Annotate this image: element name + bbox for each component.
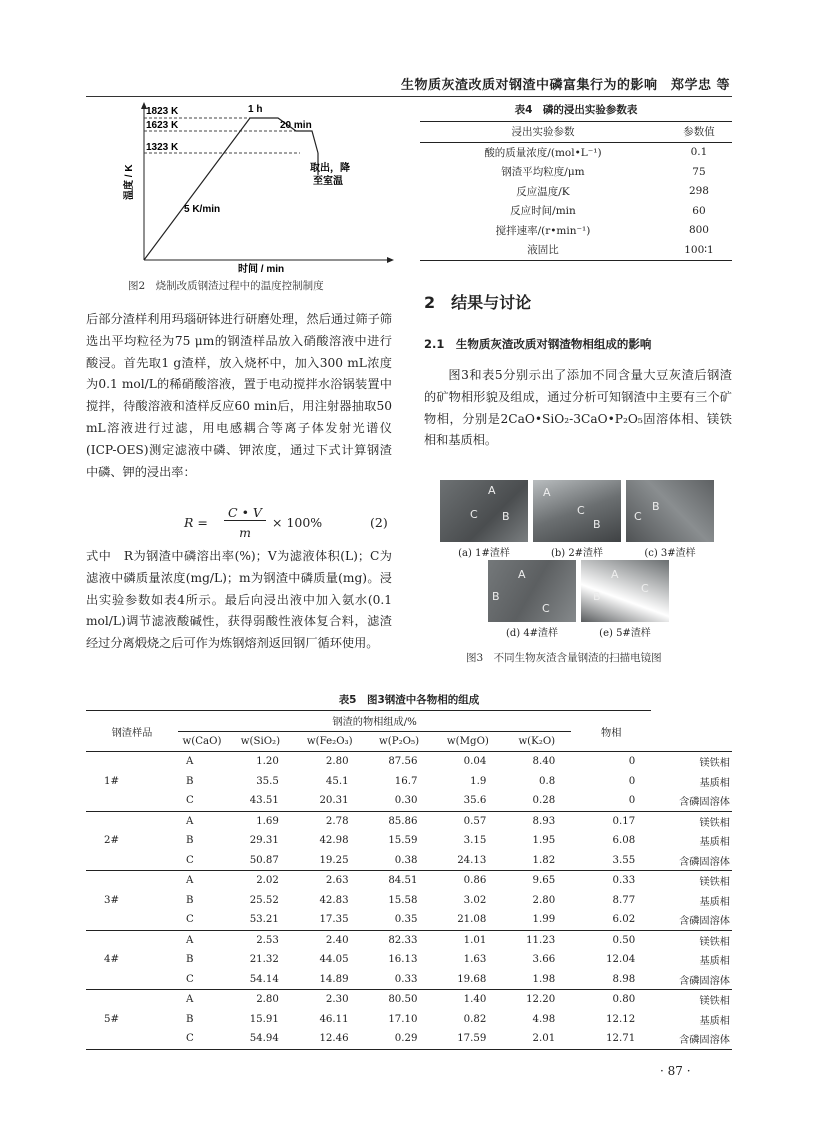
table5-value-cell: 19.68 xyxy=(457,973,487,985)
table5-value-cell: 9.65 xyxy=(532,875,556,887)
table-row xyxy=(420,201,732,221)
table5-value-cell: 12.71 xyxy=(606,1033,636,1045)
label-note2: 至室温 xyxy=(313,176,343,187)
table5-phase-letter: A xyxy=(186,934,194,946)
fig3-label-a: (a) 1#渣样 xyxy=(458,548,510,559)
table5-value-cell: 0.33 xyxy=(612,875,636,887)
running-header: 生物质灰渣改质对钢渣中磷富集行为的影响 郑学忠 等 xyxy=(400,78,730,93)
table-row xyxy=(86,1029,732,1049)
table5-value-cell: 0.86 xyxy=(463,875,487,887)
table-row xyxy=(86,831,732,851)
table-row xyxy=(420,240,732,260)
table5-phase-letter: C xyxy=(186,973,194,985)
table5-value-cell: 15.91 xyxy=(249,1013,279,1025)
table5-header-phase: 物相 xyxy=(571,711,651,752)
label-note1: 取出，降 xyxy=(310,163,350,174)
table5-phase-letter: A xyxy=(186,875,194,887)
table5-value-cell: 2.80 xyxy=(532,894,556,906)
table5-value-cell: 54.94 xyxy=(249,1033,279,1045)
eq-lhs: R = xyxy=(184,515,208,530)
table5-value-cell: 50.87 xyxy=(249,854,279,866)
table5-value-cell: 87.56 xyxy=(388,756,418,768)
table5-value-cell: 2.01 xyxy=(532,1033,556,1045)
table5-value-cell: 82.33 xyxy=(388,934,418,946)
table5-value-cell: 16.13 xyxy=(388,954,418,966)
table-row xyxy=(86,910,732,930)
phase-label-b: B xyxy=(593,590,601,603)
label-hold-20min: 20 min xyxy=(280,120,312,131)
table5-value-cell: 3.02 xyxy=(463,894,487,906)
eq-rhs: × 100% xyxy=(272,515,323,530)
table-row xyxy=(86,772,732,792)
table5-value-cell: 0.17 xyxy=(612,815,636,827)
table5-phase-letter: B xyxy=(186,1013,194,1025)
table5-value-cell: 12.46 xyxy=(319,1033,349,1045)
table5-value-cell: 2.53 xyxy=(256,934,279,946)
table5-value-cell: 1.98 xyxy=(532,973,556,985)
table5-value-cell: 2.40 xyxy=(325,934,349,946)
phase-label-b: B xyxy=(652,500,660,513)
section-2-heading: 2 结果与讨论 xyxy=(424,293,532,312)
table5-value-cell: 0.33 xyxy=(394,973,418,985)
table5-value-cell: 0.50 xyxy=(612,934,636,946)
table5-value-cell: 20.31 xyxy=(319,795,349,807)
table5-value-cell: 3.15 xyxy=(463,835,487,847)
label-rate: 5 K/min xyxy=(184,204,221,215)
table5-sample-cell: 4# xyxy=(104,954,120,966)
table5-phase-name: 基质相 xyxy=(699,896,730,908)
table5-value-cell: 1.63 xyxy=(463,954,487,966)
table5-phase-letter: C xyxy=(186,1033,194,1045)
table5-sample-cell: 2# xyxy=(104,835,120,847)
table5-value-cell: 0.80 xyxy=(612,994,636,1006)
phase-label-b: B xyxy=(593,518,601,531)
table5-sample-cell: 1# xyxy=(104,775,120,787)
table5 xyxy=(86,710,732,1050)
table5-value-cell: 54.14 xyxy=(249,973,279,985)
eq-number: (2) xyxy=(370,515,388,530)
section-2-1-heading: 2.1 生物质灰渣改质对钢渣物相组成的影响 xyxy=(424,337,652,351)
table5-value-cell: 1.95 xyxy=(532,835,556,847)
table5-value-cell: 25.52 xyxy=(249,894,279,906)
fig3-label-e: (e) 5#渣样 xyxy=(599,628,651,639)
table5-phase-name: 含磷固溶体 xyxy=(679,975,730,987)
table5-value-cell: 45.1 xyxy=(325,775,349,787)
paragraph-method: 后部分渣样利用玛瑙研钵进行研磨处理，然后通过筛子筛选出平均粒径为75 μm的钢渣样品放入硝酸溶液中进行酸浸。首先取1 g渣样，放入烧杯中，加入300 mL浓度为0.1 mol/L的稀硝酸溶液，置于电动搅拌水浴锅装置中搅拌，待酸溶液和渣样反应60 min后，用注射器抽取50 mL溶液进行过滤，用电感耦合等离子体发射光谱仪(ICP-OES)测定滤液中磷、钾浓度，通过下式计算钢渣中磷、钾的浸出率： xyxy=(86,312,392,479)
table5-caption: 表5 图3钢渣中各物相的组成 xyxy=(338,694,480,706)
table5-value-cell: 1.82 xyxy=(532,854,556,866)
table5-value-cell: 17.35 xyxy=(319,914,349,926)
table-row xyxy=(86,891,732,911)
table5-phase-letter: C xyxy=(186,795,194,807)
phase-label-c: C xyxy=(641,582,649,595)
table-row xyxy=(86,791,732,811)
table5-value-cell: 0 xyxy=(628,775,636,787)
table5-value-cell: 15.58 xyxy=(388,894,418,906)
label-1623: 1623 K xyxy=(146,120,179,131)
table5-value-cell: 0.38 xyxy=(394,854,418,866)
table4-header: 参数值 xyxy=(683,126,715,139)
table4-cell: 0.1 xyxy=(690,146,708,159)
table5-value-cell: 85.86 xyxy=(388,815,418,827)
table5-phase-letter: A xyxy=(186,815,194,827)
table5-value-cell: 2.02 xyxy=(256,875,279,887)
table4-cell: 75 xyxy=(692,165,706,178)
table5-value-cell: 12.04 xyxy=(606,954,636,966)
table5-value-cell: 4.98 xyxy=(532,1013,556,1025)
table5-component-header: w(SiO₂) xyxy=(240,735,281,747)
table5-value-cell: 2.78 xyxy=(325,815,349,827)
table5-sample-cell: 5# xyxy=(104,1013,120,1025)
table5-value-cell: 0.57 xyxy=(463,815,487,827)
table5-value-cell: 0.82 xyxy=(463,1013,487,1025)
table5-value-cell: 0.30 xyxy=(394,795,418,807)
table4-caption: 表4 磷的浸出实验参数表 xyxy=(514,104,638,116)
table-row xyxy=(86,811,732,831)
table5-value-cell: 35.5 xyxy=(256,775,279,787)
table5-phase-name: 基质相 xyxy=(699,956,730,968)
table5-value-cell: 12.12 xyxy=(606,1013,636,1025)
table-row xyxy=(86,1010,732,1030)
table-row xyxy=(86,970,732,990)
table-row xyxy=(420,182,732,202)
table5-header-sample: 钢渣样品 xyxy=(86,711,178,752)
table4-cell: 搅拌速率/(r•min⁻¹) xyxy=(495,224,591,237)
table5-value-cell: 2.80 xyxy=(325,756,349,768)
table5-value-cell: 35.6 xyxy=(463,795,487,807)
table5-value-cell: 43.51 xyxy=(249,795,279,807)
paragraph-symbols: 式中 R为钢渣中磷溶出率(%)；V为滤液体积(L)；C为滤液中磷质量浓度(mg/L)；m为钢渣中磷质量(mg)。浸出实验参数如表4所示。最后向浸出液中加入氨水(0.1 mol/L)调节滤液酸碱性，获得弱酸性液体复合料，滤渣经过分离煅烧之后可作为炼钢熔剂返回钢厂循环使用。 xyxy=(86,549,392,651)
x-axis-arrow xyxy=(387,257,394,263)
x-axis-label: 时间 / min xyxy=(238,264,285,275)
eq-numerator: C • V xyxy=(224,505,266,521)
table5-value-cell: 11.23 xyxy=(526,934,556,946)
table5-phase-letter: B xyxy=(186,954,194,966)
table5-value-cell: 2.30 xyxy=(325,994,349,1006)
phase-label-b: B xyxy=(502,510,510,523)
table5-value-cell: 42.98 xyxy=(319,835,349,847)
table5-value-cell: 0 xyxy=(628,795,636,807)
table5-phase-name: 镁铁相 xyxy=(699,877,730,889)
table5-value-cell: 29.31 xyxy=(249,835,279,847)
phase-label-a: A xyxy=(518,568,526,581)
table5-value-cell: 1.69 xyxy=(256,815,279,827)
table5-phase-name: 含磷固溶体 xyxy=(679,916,730,928)
table5-value-cell: 1.9 xyxy=(470,775,487,787)
table5-value-cell: 2.80 xyxy=(256,994,279,1006)
table5-value-cell: 0.29 xyxy=(394,1033,418,1045)
table5-value-cell: 8.77 xyxy=(612,894,636,906)
table5-phase-name: 镁铁相 xyxy=(699,996,730,1008)
table4-cell: 钢渣平均粒度/μm xyxy=(501,166,585,179)
table5-value-cell: 0.8 xyxy=(539,775,556,787)
fig3-label-b: (b) 2#渣样 xyxy=(550,548,604,559)
fig3-label-c: (c) 3#渣样 xyxy=(644,548,696,559)
table5-value-cell: 1.99 xyxy=(532,914,556,926)
table5-header-group: 钢渣的物相组成/% xyxy=(178,711,571,732)
y-axis-label: 温度 / K xyxy=(124,164,135,200)
table4-cell: 反应时间/min xyxy=(510,205,576,218)
table4-cell: 反应温度/K xyxy=(516,185,570,198)
sem-image-1 xyxy=(440,480,528,542)
table5-component-header: w(K₂O) xyxy=(518,735,556,747)
table5-value-cell: 0.04 xyxy=(463,756,487,768)
table5-component-header: w(CaO) xyxy=(182,735,222,747)
label-1323: 1323 K xyxy=(146,142,179,153)
table5-value-cell: 17.10 xyxy=(388,1013,418,1025)
table-row xyxy=(420,142,732,162)
paragraph-results: 图3和表5分别示出了添加不同含量大豆灰渣后钢渣的矿物相形貌及组成，通过分析可知钢渣中主要有三个矿物相，分别是2CaO•SiO₂-3CaO•P₂O₅固溶体相、镁铁相和基质相。 xyxy=(424,368,732,448)
table5-value-cell: 6.08 xyxy=(612,835,636,847)
phase-label-a: A xyxy=(543,486,551,499)
table4-cell: 100∶1 xyxy=(684,243,714,256)
table4 xyxy=(420,121,732,261)
table5-phase-name: 含磷固溶体 xyxy=(679,856,730,868)
table5-value-cell: 19.25 xyxy=(319,854,349,866)
page-number: · 87 · xyxy=(660,1064,691,1078)
phase-label-a: A xyxy=(488,484,496,497)
table5-value-cell: 24.13 xyxy=(457,854,487,866)
table5-phase-letter: C xyxy=(186,854,194,866)
header-rule xyxy=(86,96,732,97)
table5-value-cell: 17.59 xyxy=(457,1033,487,1045)
table5-value-cell: 0 xyxy=(628,756,636,768)
equation-2 xyxy=(86,505,392,545)
table5-value-cell: 3.55 xyxy=(612,854,636,866)
table5-value-cell: 42.83 xyxy=(319,894,349,906)
table5-sample-cell: 3# xyxy=(104,894,120,906)
table5-value-cell: 84.51 xyxy=(388,875,418,887)
table5-value-cell: 2.63 xyxy=(325,875,349,887)
table-row xyxy=(86,990,732,1010)
table4-cell: 液固比 xyxy=(527,244,559,257)
table5-value-cell: 6.02 xyxy=(612,914,636,926)
table5-value-cell: 14.89 xyxy=(319,973,349,985)
table5-value-cell: 16.7 xyxy=(394,775,418,787)
label-hold-1h: 1 h xyxy=(248,104,263,115)
table-row xyxy=(86,930,732,950)
table-row xyxy=(86,851,732,871)
temperature-profile xyxy=(144,118,318,260)
table5-value-cell: 0.28 xyxy=(532,795,556,807)
table5-value-cell: 8.93 xyxy=(532,815,556,827)
sem-image-3 xyxy=(626,480,714,542)
table5-phase-name: 镁铁相 xyxy=(699,936,730,948)
phase-label-c: C xyxy=(542,602,550,615)
table5-value-cell: 1.01 xyxy=(463,934,487,946)
table5-phase-name: 基质相 xyxy=(699,777,730,789)
fig2-caption: 图2 烧制改质钢渣过程中的温度控制制度 xyxy=(128,280,324,292)
phase-label-c: C xyxy=(577,504,585,517)
table5-phase-name: 含磷固溶体 xyxy=(679,1035,730,1047)
table5-phase-name: 含磷固溶体 xyxy=(679,797,730,809)
table4-cell: 60 xyxy=(692,204,706,217)
table5-value-cell: 21.32 xyxy=(249,954,279,966)
table4-header: 浸出实验参数 xyxy=(511,126,575,139)
table5-component-header: w(Fe₂O₃) xyxy=(306,735,353,747)
table5-value-cell: 8.98 xyxy=(612,973,636,985)
table5-phase-name: 基质相 xyxy=(699,1015,730,1027)
table5-phase-letter: A xyxy=(186,994,194,1006)
table5-phase-letter: C xyxy=(186,914,194,926)
fig3-caption: 图3 不同生物灰渣含量钢渣的扫描电镜图 xyxy=(466,652,662,664)
table5-value-cell: 15.59 xyxy=(388,835,418,847)
table5-phase-letter: B xyxy=(186,835,194,847)
table5-phase-name: 基质相 xyxy=(699,837,730,849)
table5-value-cell: 80.50 xyxy=(388,994,418,1006)
table-row xyxy=(420,221,732,241)
eq-denominator: m xyxy=(239,525,251,540)
fig3-label-d: (d) 4#渣样 xyxy=(505,628,559,639)
label-1823: 1823 K xyxy=(146,106,179,117)
table5-value-cell: 0.35 xyxy=(394,914,418,926)
table5-value-cell: 1.20 xyxy=(256,756,279,768)
table5-phase-letter: B xyxy=(186,894,194,906)
phase-label-c: C xyxy=(470,508,478,521)
table5-phase-name: 镁铁相 xyxy=(699,817,730,829)
phase-label-b: B xyxy=(492,590,500,603)
table5-value-cell: 3.66 xyxy=(532,954,556,966)
table5-component-header: w(MgO) xyxy=(446,735,489,747)
table5-value-cell: 53.21 xyxy=(249,914,279,926)
table5-value-cell: 46.11 xyxy=(319,1013,349,1025)
table-row xyxy=(420,162,732,182)
table5-value-cell: 12.20 xyxy=(526,994,556,1006)
table-row xyxy=(86,752,732,772)
phase-label-a: A xyxy=(611,568,619,581)
sem-image-4 xyxy=(488,560,576,622)
fig3-sem-panel xyxy=(440,480,725,660)
table-row xyxy=(86,871,732,891)
table4-cell: 800 xyxy=(688,224,709,237)
table-row xyxy=(86,950,732,970)
sem-image-2 xyxy=(533,480,621,542)
table5-value-cell: 1.40 xyxy=(463,994,487,1006)
table5-value-cell: 8.40 xyxy=(532,756,556,768)
table5-component-header: w(P₂O₅) xyxy=(379,735,420,747)
phase-label-c: C xyxy=(634,510,642,523)
table4-cell: 298 xyxy=(688,185,709,198)
table5-phase-letter: A xyxy=(186,756,194,768)
table5-value-cell: 21.08 xyxy=(457,914,487,926)
table5-phase-name: 镁铁相 xyxy=(699,758,730,770)
sem-image-5 xyxy=(581,560,669,622)
table4-cell: 酸的质量浓度/(mol•L⁻¹) xyxy=(484,146,602,159)
table5-phase-letter: B xyxy=(186,775,194,787)
table5-value-cell: 44.05 xyxy=(319,954,349,966)
fig2-temperature-chart xyxy=(110,100,400,275)
